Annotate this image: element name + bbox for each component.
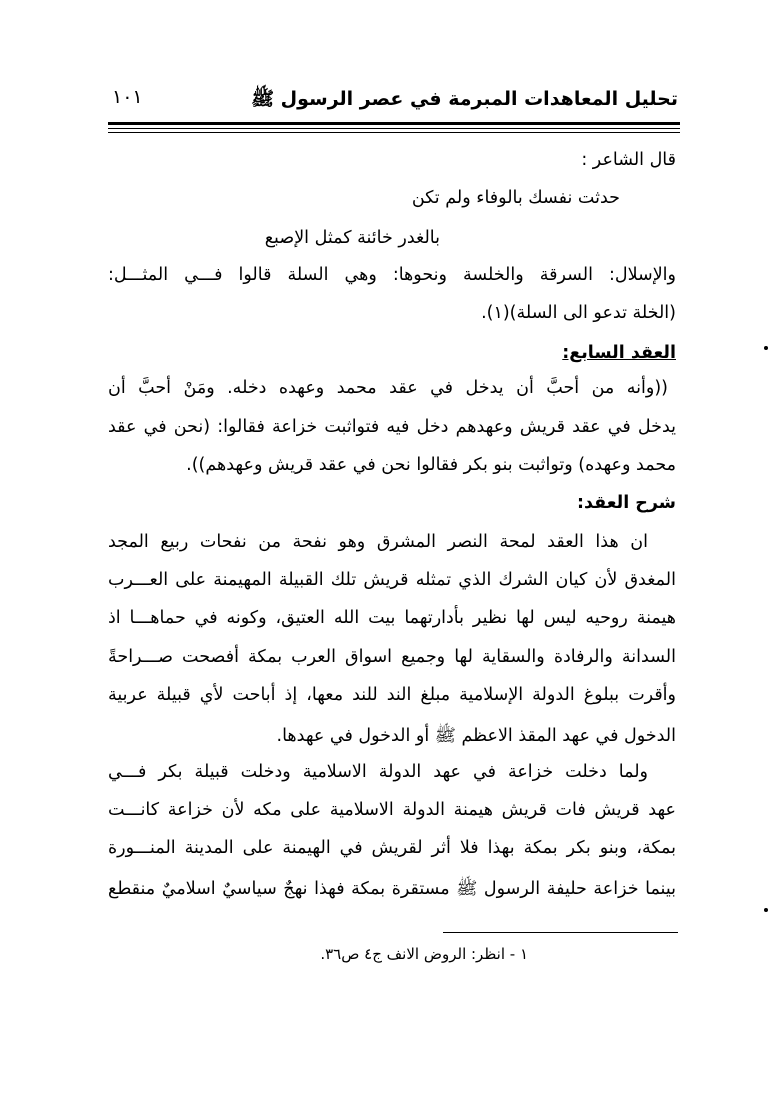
footnote: ١ - انظر: الروض الانف ج٤ ص٣٦. [320, 945, 528, 963]
body-line: ولما دخلت خزاعة في عهد الدولة الاسلامية ودخلت قبيلة بكر فـــي [108, 762, 648, 782]
page-number: ١٠١ [112, 86, 143, 108]
body-line: ان هذا العقد لمحة النصر المشرق وهو نفحة من نفحات ربيع المجد [108, 532, 648, 552]
header-rule-thin-2 [108, 132, 680, 133]
body-line: (الخلة تدعو الى السلة)(١). [481, 303, 676, 323]
body-line: هيمنة روحيه ليس لها نظير بأدارتهما بيت الله العتيق، وكونه في حماهـــا اذ [108, 608, 676, 628]
poem-verse-2: بالغدر خائنة كمثل الإصبع [264, 228, 440, 248]
body-line: عهد قريش فات قريش هيمنة الدولة الاسلامية على مكه لأن خزاعة كانـــت [108, 800, 676, 820]
header-rule-thin [108, 128, 680, 129]
quote-line: محمد وعهده) وتواثبت بنو بكر فقالوا نحن في عقد قريش وعهدهم)). [186, 455, 676, 475]
body-line: المغدق لأن كيان الشرك الذي تمثله قريش تلك القبيلة المهيمنة على العـــرب [108, 570, 676, 590]
poem-intro: قال الشاعر : [581, 150, 676, 170]
body-line: وأقرت ببلوغ الدولة الإسلامية مبلغ الند للند معها، إذ أباحت لأي قبيلة عربية [108, 685, 676, 705]
header-rule-thick [108, 122, 680, 125]
quote-line: يدخل في عقد قريش وعهدهم دخل فيه فتواثبت خزاعة فقالوا: (نحن في عقد [108, 417, 676, 437]
body-line: الدخول في عهد المقذ الاعظم ﷺ أو الدخول في عهدها. [276, 726, 676, 746]
body-line: بمكة، وبنو بكر بمكة بهذا فلا أثر لقريش في الهيمنة على المدينة المنـــورة [108, 838, 676, 858]
footnote-rule [443, 932, 678, 933]
running-header-title: تحليل المعاهدات المبرمة في عصر الرسول ﷺ [251, 88, 678, 110]
margin-mark [764, 908, 768, 912]
poem-verse-1: حدثت نفسك بالوفاء ولم تكن [411, 188, 620, 208]
section-heading-contract-explanation: شرح العقد: [577, 493, 676, 513]
quote-line: ((وأنه من أحبَّ أن يدخل في عقد محمد وعهده دخله. ومَنْ أحبَّ أن [108, 378, 668, 398]
body-line: والإسلال: السرقة والخلسة ونحوها: وهي السلة قالوا فـــي المثـــل: [108, 265, 676, 285]
body-line: السدانة والرفادة والسقاية لها وجميع اسواق العرب بمكة أفصحت صـــراحةً [108, 647, 676, 667]
section-heading-seventh-contract: العقد السابع: [562, 343, 676, 363]
margin-mark [764, 346, 768, 350]
body-line: بينما خزاعة حليفة الرسول ﷺ مستقرة بمكة فهذا نهجٌ سياسيٌ اسلاميٌ منقطع [108, 879, 676, 899]
